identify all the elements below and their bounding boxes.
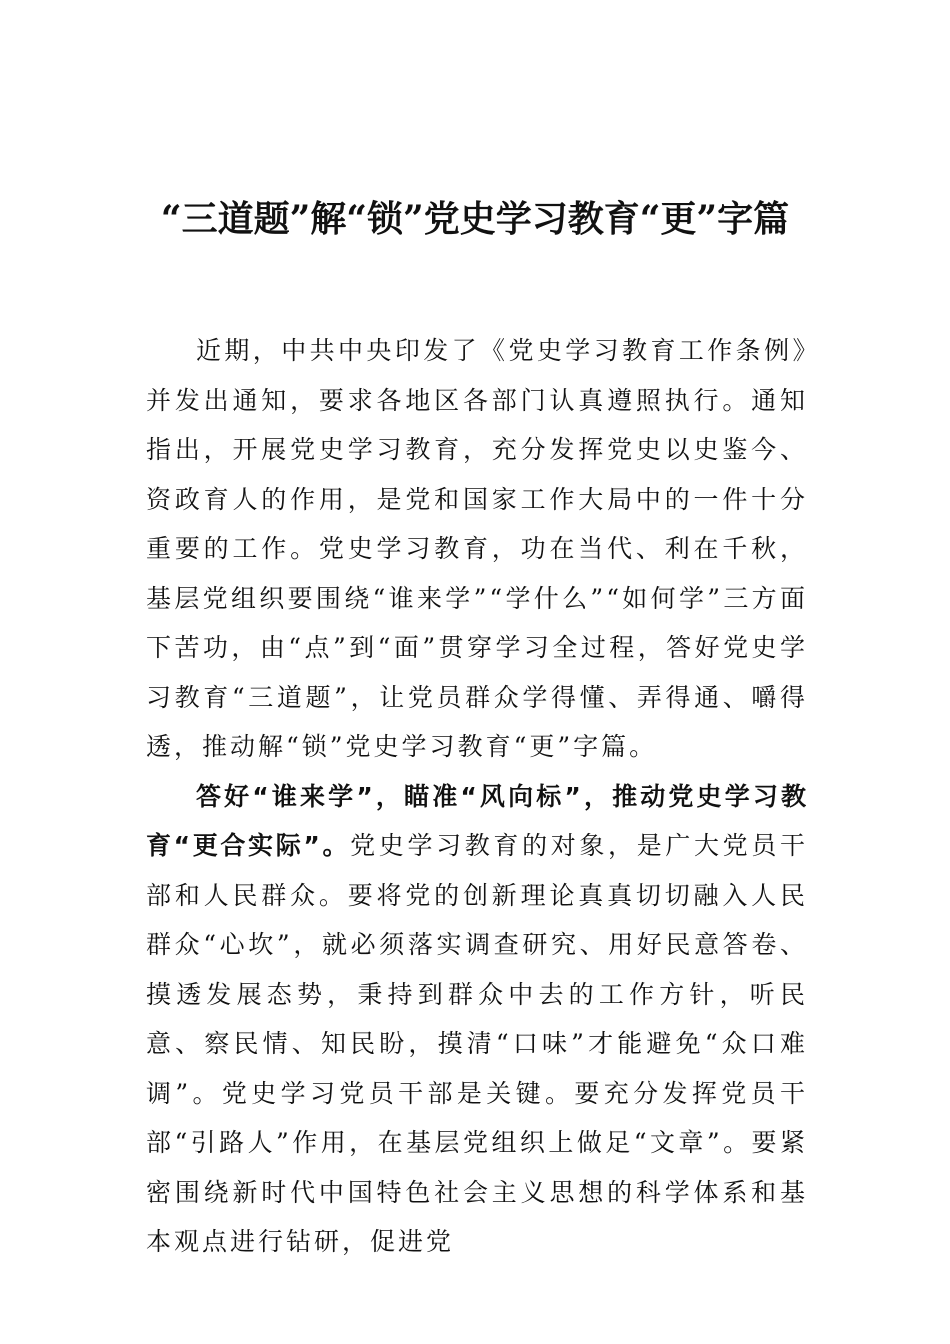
paragraph-intro-text: 近期，中共中央印发了《党史学习教育工作条例》并发出通知，要求各地区各部门认真遵照执行。通知指出，开展党史学习教育，充分发挥党史以史鉴今、资政育人的作用，是党和国家工作大局中的一件十分重要的工作。党史学习教育，功在当代、利在千秋，基层党组织要围绕“谁来学”“学什么”“如何学”三方面下苦功，由“点”到“面”贯穿学习全过程，答好党史学习教育“三道题”，让党员群众学得懂、弄得通、嚼得透，推动解“锁”党史学习教育“更”字篇。 bbox=[146, 336, 808, 761]
paragraph-intro bbox=[146, 326, 808, 772]
section-1-text: 党史学习教育的对象，是广大党员干部和人民群众。要将党的创新理论真真切切融入人民群众“心坎”，就必须落实调查研究、用好民意答卷、摸透发展态势，秉持到群众中去的工作方针，听民意、察民情、知民盼，摸清“口味”才能避免“众口难调”。党史学习党员干部是关键。要充分发挥党员干部“引路人”作用，在基层党组织上做足“文章”。要紧密围绕新时代中国特色社会主义思想的科学体系和基本观点进行钻研，促进党 bbox=[146, 831, 808, 1256]
section-1-heading: 答好“谁来学”，瞄准“风向标”，推动党史学习教育“更合实际”。 bbox=[146, 781, 808, 860]
document-body bbox=[146, 326, 808, 1267]
document-title: “三道题”解“锁”党史学习教育“更”字篇 bbox=[160, 198, 790, 241]
paragraph-section-1 bbox=[146, 772, 808, 1267]
